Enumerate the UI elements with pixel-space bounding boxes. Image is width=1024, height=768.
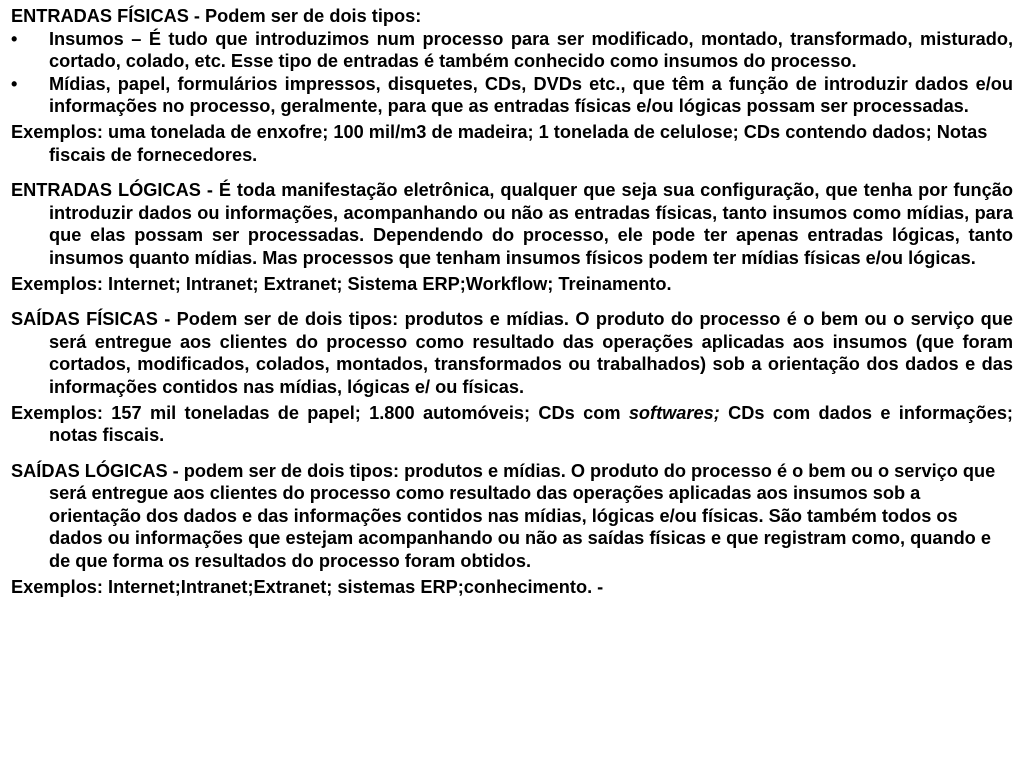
bullet-symbol: • [11,28,18,49]
entradas-fisicas-examples: Exemplos: uma tonelada de enxofre; 100 mil/m3 de madeira; 1 tonelada de celulose; CDs contendo dados; Notas fiscais de fornecedores. [11,121,988,165]
bullet-midias [11,73,1013,118]
bullet-midias-text: Mídias, papel, formulários impressos, disquetes, CDs, DVDs etc., que têm a função de introduzir dados e/ou informações no processo, geralmente, para que as entradas físicas e/ou lógicas possam ser processadas. [49,73,1013,117]
bullet-insumos-text: Insumos – É tudo que introduzimos num processo para ser modificado, montado, transformado, misturado, cortado, colado, etc. Esse tipo de entradas é também conhecido como insumos do processo. [49,28,1013,72]
saidas-fisicas-examples-before: Exemplos: 157 mil toneladas de papel; 1.800 automóveis; CDs com [11,402,629,423]
section-saidas-logicas: SAÍDAS LÓGICAS - podem ser de dois tipos: produtos e mídias. O produto do processo é o bem ou o serviço que será entregue aos clientes do processo como resultado das operações aplicadas aos insumos sob a orientação dos dados e das informações contidos nas mídias, lógicas e/ou físicas. São também todos os dados ou informações que estejam acompanhando ou não as saídas físicas e que registram como, quando e de que forma os resultados do processo foram obtidos. [11,460,996,572]
section-entradas-fisicas-heading: ENTRADAS FÍSICAS - Podem ser de dois tipos: [11,6,422,26]
saidas-fisicas-examples [11,402,1013,447]
bullet-symbol: • [11,73,18,94]
section-saidas-fisicas: SAÍDAS FÍSICAS - Podem ser de dois tipos: produtos e mídias. O produto do processo é o bem ou o serviço que será entregue aos clientes do processo como resultado das operações aplicadas aos insumos (que foram cortados, modificados, colados, montados, transformados ou trabalhados) sob a orientação dos dados e das informações contidos nas mídias, lógicas e/ ou físicas. [11,309,1013,397]
saidas-fisicas-examples-after: CDs com dados e informações; notas fiscais. [49,402,1013,446]
section-entradas-logicas: ENTRADAS LÓGICAS - É toda manifestação eletrônica, qualquer que seja sua configuração, que tenha por função introduzir dados ou informações, acompanhando ou não as entradas físicas, tanto insumos como mídias, para que elas possam ser processadas. Dependendo do processo, ele pode ter apenas entradas lógicas, tanto insumos quanto mídias. Mas processos que tenham insumos físicos podem ter mídias físicas e/ou lógicas. [11,180,1013,268]
saidas-logicas-examples: Exemplos: Internet;Intranet;Extranet; sistemas ERP;conhecimento. - [11,576,604,597]
saidas-fisicas-examples-italic: softwares; [628,402,720,423]
bullet-insumos [11,28,1013,73]
entradas-logicas-examples: Exemplos: Internet; Intranet; Extranet; Sistema ERP;Workflow; Treinamento. [11,273,672,294]
